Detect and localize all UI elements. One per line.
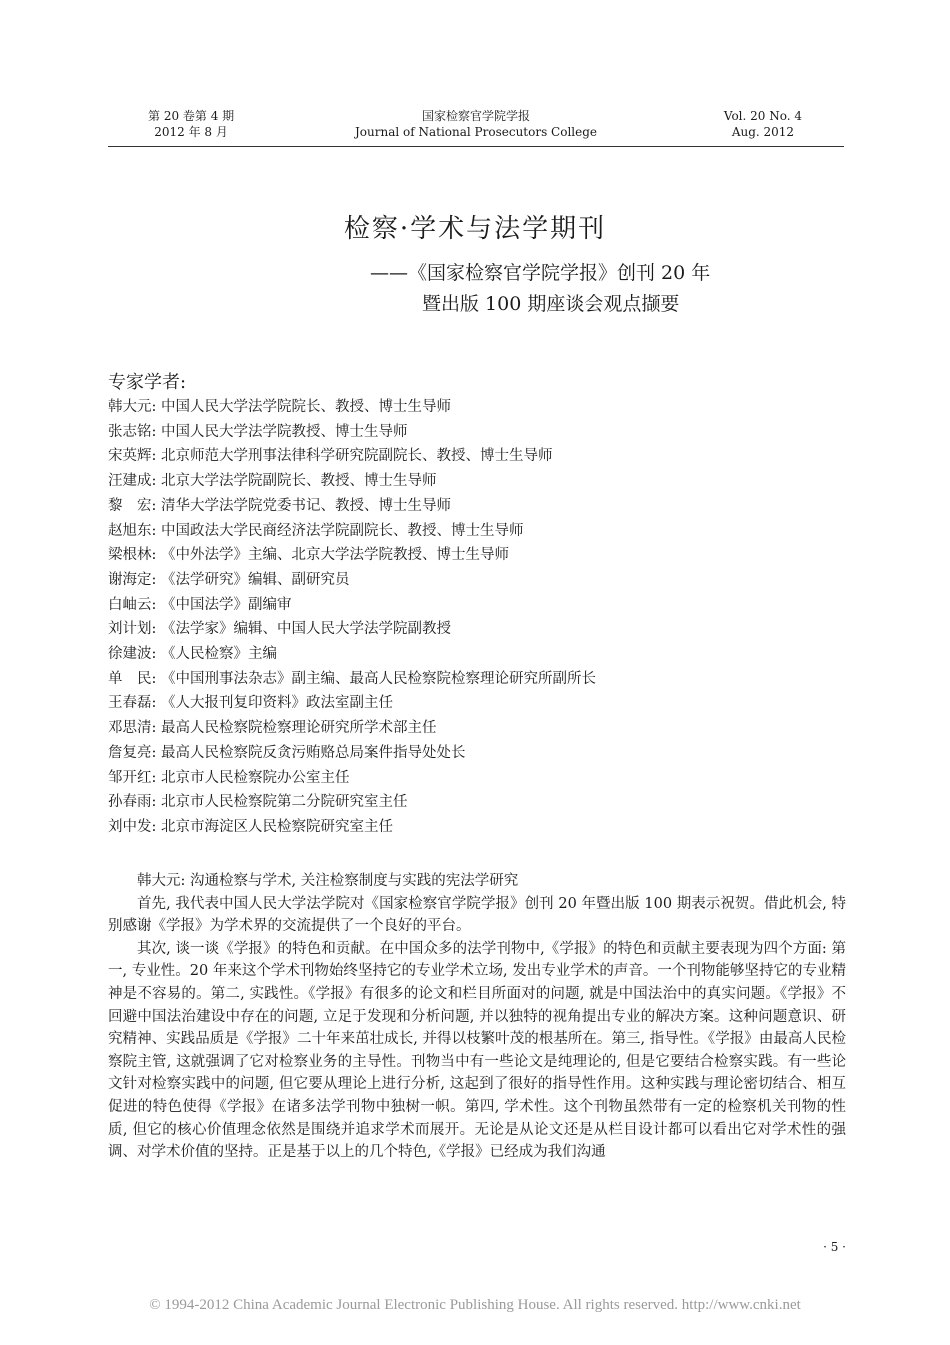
subtitle-line-1: ——《国家检察官学院学报》创刊 20 年 (370, 262, 711, 284)
expert-item: 单 民: 《中国刑事法杂志》副主编、最高人民检察院检察理论研究所副所长 (108, 670, 596, 687)
expert-item: 詹复亮: 最高人民检察院反贪污贿赂总局案件指导处处长 (108, 744, 466, 761)
experts-list (108, 395, 848, 840)
header-date-en: Aug. 2012 (731, 125, 795, 139)
expert-item: 张志铭: 中国人民大学法学院教授、博士生导师 (108, 423, 408, 440)
header-volume-en: Vol. 20 No. 4 (723, 109, 802, 123)
header-journal-cn: 国家检察官学院学报 (421, 109, 530, 123)
body-paragraph: 首先, 我代表中国人民大学法学院对《国家检察官学院学报》创刊 20 年暨出版 100 期表示祝贺。借此机会, 特别感谢《学报》为学术界的交流提供了一个良好的平台。 (108, 895, 846, 935)
expert-item: 汪建成: 北京大学法学院副院长、教授、博士生导师 (108, 473, 437, 490)
article-body (108, 870, 846, 1164)
expert-item: 韩大元: 中国人民大学法学院院长、教授、博士生导师 (108, 399, 451, 415)
expert-item: 白岫云: 《中国法学》副编审 (108, 596, 292, 613)
expert-item: 谢海定: 《法学研究》编辑、副研究员 (108, 571, 350, 588)
copyright-watermark: © 1994-2012 China Academic Journal Electronic Publishing House. All rights reserved. http://www.cnki.net (149, 1297, 801, 1313)
header-issue-en (724, 108, 802, 140)
experts-heading: 专家学者: (108, 372, 187, 393)
page-number: · 5 · (823, 1240, 846, 1254)
header-journal-en: Journal of National Prosecutors College (354, 125, 598, 139)
expert-item: 梁根林: 《中外法学》主编、北京大学法学院教授、博士生导师 (108, 547, 509, 564)
expert-item: 赵旭东: 中国政法大学民商经济法学院副院长、教授、博士生导师 (108, 522, 524, 539)
article-subtitle (370, 258, 710, 320)
expert-item: 孙春雨: 北京市人民检察院第二分院研究室主任 (108, 794, 408, 811)
header-date: 2012 年 8 月 (154, 125, 228, 139)
expert-item: 邹开红: 北京市人民检察院办公室主任 (108, 769, 350, 786)
expert-item: 刘计划: 《法学家》编辑、中国人民大学法学院副教授 (108, 621, 451, 638)
expert-item: 宋英辉: 北京师范大学刑事法律科学研究院副院长、教授、博士生导师 (108, 448, 553, 465)
header-volume: 第 20 卷第 4 期 (148, 109, 235, 123)
expert-item: 王春磊: 《人大报刊复印资料》政法室副主任 (108, 695, 393, 712)
expert-item: 黎 宏: 清华大学法学院党委书记、教授、博士生导师 (108, 497, 451, 514)
expert-item: 徐建波: 《人民检察》主编 (108, 646, 277, 663)
section-heading: 韩大元: 沟通检察与学术, 关注检察制度与实践的宪法学研究 (137, 873, 519, 889)
expert-item: 邓思清: 最高人民检察院检察理论研究所学术部主任 (108, 720, 437, 737)
body-paragraph: 其次, 谈一谈《学报》的特色和贡献。在中国众多的法学刊物中,《学报》的特色和贡献主要表现为四个方面: 第一, 专业性。20 年来这个学术刊物始终坚持它的专业学术立场, 发出专业学术的声音。一个刊物能够坚持它的专业精神是不容易的。第二, 实践性。《学报》有很多的论文和栏目所面对的问题, 就是中国法治中的真实问题。《学报》不回避中国法治建设中存在的问题, 立足于发现和分析问题, 并以独特的视角提出专业的解决方案。这种问题意识、研究精神、实践品质是《学报》二十年来茁壮成长, 并得以枝繁叶茂的根基所在。第三, 指导性。《学报》由最高人民检察院主管, 这就强调了它对检察业务的主导性。刊物当中有一些论文是纯理论的, 但是它要结合检察实践。有一些论文针对检察实践中的问题, 但它要从理论上进行分析, 这起到了很好的指导性作用。这种实践与理论密切结合、相互促进的特色使得《学报》在诸多法学刊物中独树一帜。第四, 学术性。这个刊物虽然带有一定的检察机关刊物的性质, 但它的核心价值理念依然是围绕并追求学术而展开。无论是从论文还是从栏目设计都可以看出它对学术性的强调、对学术价值的坚持。正是基于以上的几个特色,《学报》已经成为我们沟通 (108, 940, 846, 1161)
article-title: 检察·学术与法学期刊 (343, 214, 607, 244)
subtitle-line-2: 暨出版 100 期座谈会观点撷要 (422, 293, 680, 315)
running-header (108, 108, 844, 147)
expert-item: 刘中发: 北京市海淀区人民检察院研究室主任 (108, 818, 393, 835)
